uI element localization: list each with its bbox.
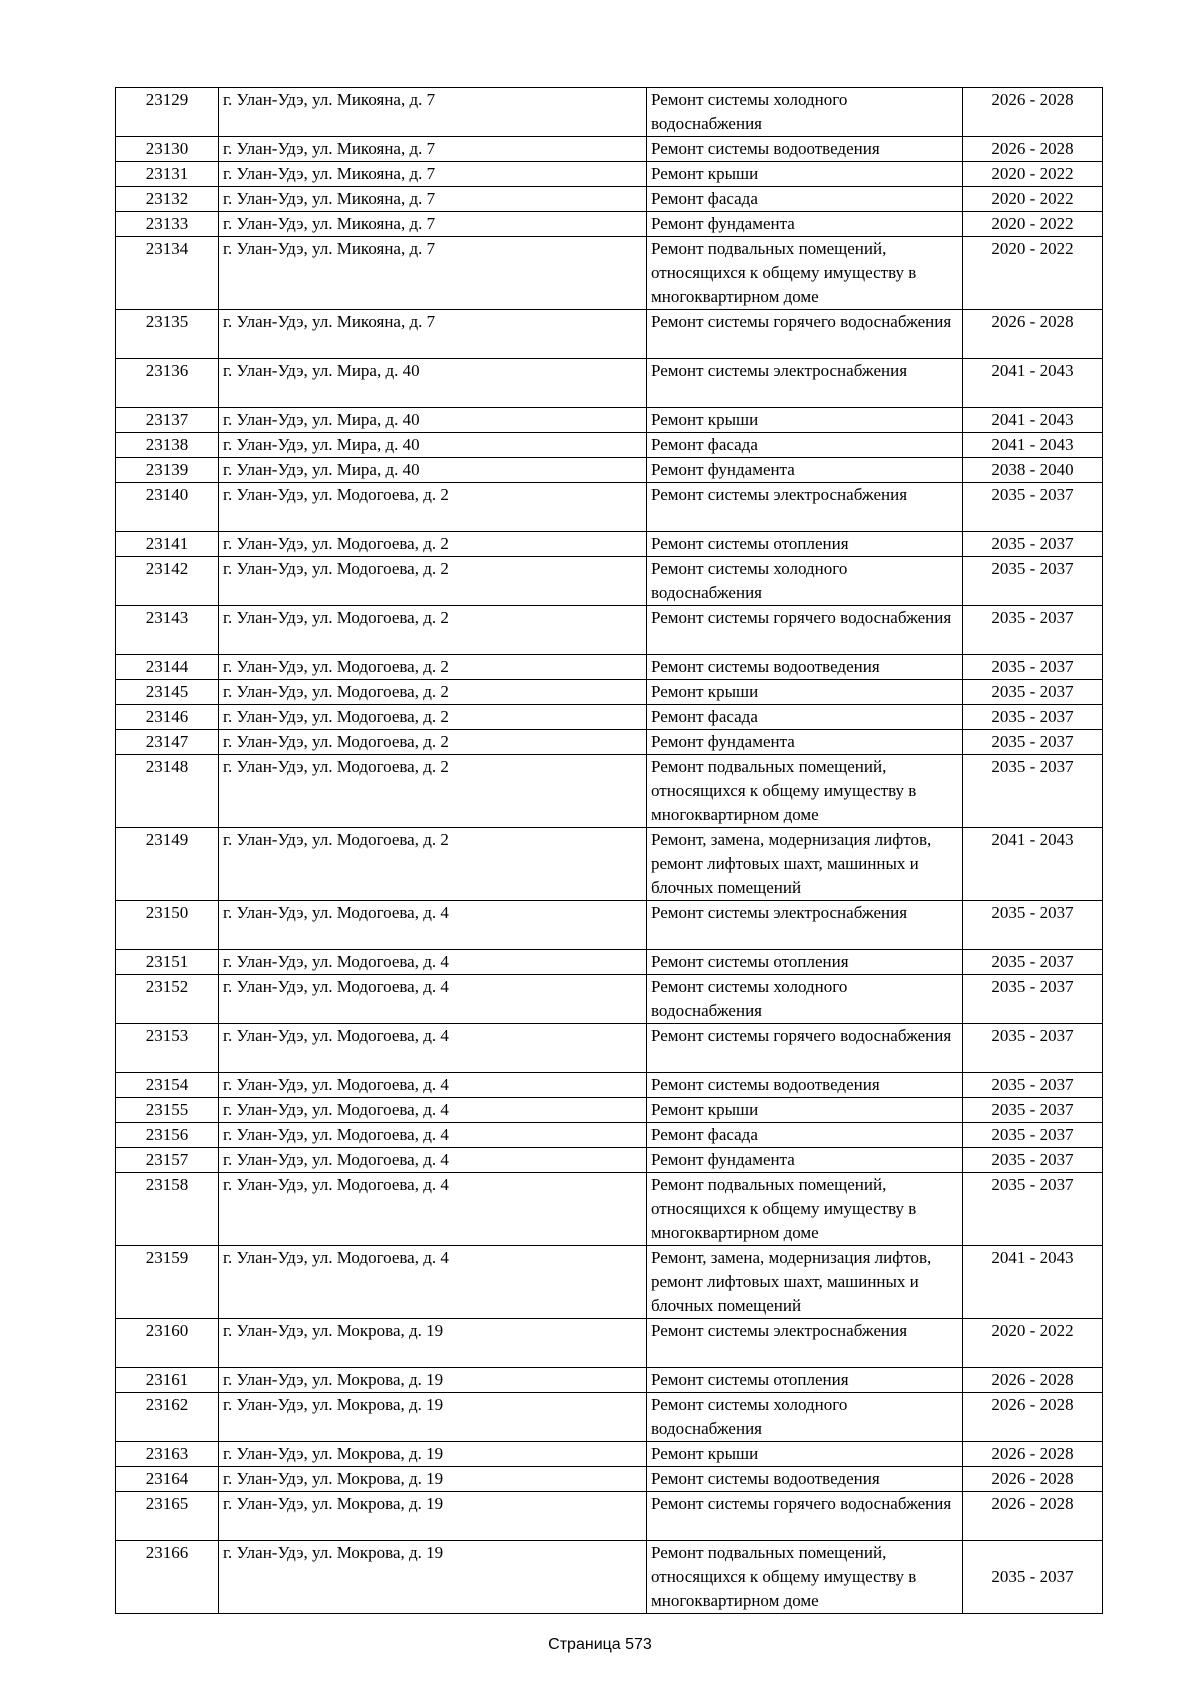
row-number-cell: 23161: [116, 1368, 219, 1393]
address-cell: г. Улан-Удэ, ул. Модогоева, д. 4: [219, 1073, 647, 1098]
period-cell: 2026 - 2028: [963, 88, 1103, 137]
period-cell: 2035 - 2037: [963, 680, 1103, 705]
address-cell: г. Улан-Удэ, ул. Модогоева, д. 4: [219, 975, 647, 1024]
period-cell: 2035 - 2037: [963, 655, 1103, 680]
period-cell: 2035 - 2037: [963, 557, 1103, 606]
period-cell: 2026 - 2028: [963, 137, 1103, 162]
address-cell: г. Улан-Удэ, ул. Микояна, д. 7: [219, 212, 647, 237]
period-cell: 2026 - 2028: [963, 310, 1103, 359]
period-cell: 2035 - 2037: [963, 1173, 1103, 1246]
table-row: [116, 1368, 1103, 1393]
address-cell: г. Улан-Удэ, ул. Мира, д. 40: [219, 433, 647, 458]
row-number-cell: 23160: [116, 1319, 219, 1368]
row-number-cell: 23163: [116, 1442, 219, 1467]
row-number-cell: 23147: [116, 730, 219, 755]
period-cell: 2041 - 2043: [963, 433, 1103, 458]
work-type-cell: Ремонт подвальных помещений, относящихся к общему имуществу в многоквартирном доме: [647, 1541, 963, 1614]
period-cell: 2035 - 2037: [963, 606, 1103, 655]
address-cell: г. Улан-Удэ, ул. Микояна, д. 7: [219, 162, 647, 187]
address-cell: г. Улан-Удэ, ул. Модогоева, д. 2: [219, 828, 647, 901]
row-number-cell: 23165: [116, 1492, 219, 1541]
work-type-cell: Ремонт крыши: [647, 408, 963, 433]
row-number-cell: 23146: [116, 705, 219, 730]
work-type-cell: Ремонт фундамента: [647, 730, 963, 755]
address-cell: г. Улан-Удэ, ул. Модогоева, д. 2: [219, 606, 647, 655]
period-cell: 2035 - 2037: [963, 1541, 1103, 1614]
table-row: [116, 237, 1103, 310]
row-number-cell: 23136: [116, 359, 219, 408]
table-row: [116, 212, 1103, 237]
work-type-cell: Ремонт системы водоотведения: [647, 137, 963, 162]
row-number-cell: 23143: [116, 606, 219, 655]
address-cell: г. Улан-Удэ, ул. Мокрова, д. 19: [219, 1393, 647, 1442]
table-row: [116, 1467, 1103, 1492]
work-type-cell: Ремонт системы электроснабжения: [647, 483, 963, 532]
address-cell: г. Улан-Удэ, ул. Модогоева, д. 2: [219, 730, 647, 755]
period-cell: 2035 - 2037: [963, 483, 1103, 532]
period-cell: 2041 - 2043: [963, 828, 1103, 901]
row-number-cell: 23166: [116, 1541, 219, 1614]
address-cell: г. Улан-Удэ, ул. Модогоева, д. 2: [219, 557, 647, 606]
table-row: [116, 1492, 1103, 1541]
repair-schedule-table: [115, 87, 1103, 1614]
table-row: [116, 359, 1103, 408]
period-cell: 2035 - 2037: [963, 1123, 1103, 1148]
period-cell: 2020 - 2022: [963, 1319, 1103, 1368]
address-cell: г. Улан-Удэ, ул. Модогоева, д. 2: [219, 532, 647, 557]
row-number-cell: 23130: [116, 137, 219, 162]
address-cell: г. Улан-Удэ, ул. Микояна, д. 7: [219, 237, 647, 310]
row-number-cell: 23164: [116, 1467, 219, 1492]
address-cell: г. Улан-Удэ, ул. Модогоева, д. 4: [219, 1098, 647, 1123]
address-cell: г. Улан-Удэ, ул. Модогоева, д. 4: [219, 1024, 647, 1073]
work-type-cell: Ремонт системы горячего водоснабжения: [647, 606, 963, 655]
work-type-cell: Ремонт фасада: [647, 187, 963, 212]
row-number-cell: 23141: [116, 532, 219, 557]
row-number-cell: 23133: [116, 212, 219, 237]
work-type-cell: Ремонт, замена, модернизация лифтов, ремонт лифтовых шахт, машинных и блочных помещений: [647, 828, 963, 901]
row-number-cell: 23156: [116, 1123, 219, 1148]
row-number-cell: 23137: [116, 408, 219, 433]
work-type-cell: Ремонт фасада: [647, 1123, 963, 1148]
period-cell: 2035 - 2037: [963, 950, 1103, 975]
work-type-cell: Ремонт системы электроснабжения: [647, 359, 963, 408]
address-cell: г. Улан-Удэ, ул. Модогоева, д. 4: [219, 1123, 647, 1148]
work-type-cell: Ремонт системы водоотведения: [647, 1073, 963, 1098]
period-cell: 2026 - 2028: [963, 1492, 1103, 1541]
row-number-cell: 23129: [116, 88, 219, 137]
table-row: [116, 1123, 1103, 1148]
row-number-cell: 23149: [116, 828, 219, 901]
table-row: [116, 680, 1103, 705]
work-type-cell: Ремонт фасада: [647, 433, 963, 458]
row-number-cell: 23132: [116, 187, 219, 212]
period-cell: 2020 - 2022: [963, 187, 1103, 212]
address-cell: г. Улан-Удэ, ул. Модогоева, д. 2: [219, 705, 647, 730]
address-cell: г. Улан-Удэ, ул. Микояна, д. 7: [219, 137, 647, 162]
period-cell: 2026 - 2028: [963, 1467, 1103, 1492]
work-type-cell: Ремонт системы электроснабжения: [647, 901, 963, 950]
address-cell: г. Улан-Удэ, ул. Мокрова, д. 19: [219, 1319, 647, 1368]
row-number-cell: 23138: [116, 433, 219, 458]
work-type-cell: Ремонт фундамента: [647, 212, 963, 237]
work-type-cell: Ремонт системы холодного водоснабжения: [647, 88, 963, 137]
period-cell: 2041 - 2043: [963, 1246, 1103, 1319]
row-number-cell: 23154: [116, 1073, 219, 1098]
period-cell: 2041 - 2043: [963, 359, 1103, 408]
table-row: [116, 606, 1103, 655]
table-row: [116, 1319, 1103, 1368]
table-row: [116, 1024, 1103, 1073]
work-type-cell: Ремонт крыши: [647, 162, 963, 187]
row-number-cell: 23142: [116, 557, 219, 606]
row-number-cell: 23159: [116, 1246, 219, 1319]
table-row: [116, 483, 1103, 532]
address-cell: г. Улан-Удэ, ул. Мокрова, д. 19: [219, 1492, 647, 1541]
table-row: [116, 557, 1103, 606]
table-row: [116, 1442, 1103, 1467]
address-cell: г. Улан-Удэ, ул. Модогоева, д. 2: [219, 680, 647, 705]
work-type-cell: Ремонт фундамента: [647, 1148, 963, 1173]
table-row: [116, 187, 1103, 212]
work-type-cell: Ремонт системы горячего водоснабжения: [647, 1024, 963, 1073]
address-cell: г. Улан-Удэ, ул. Микояна, д. 7: [219, 310, 647, 359]
address-cell: г. Улан-Удэ, ул. Мокрова, д. 19: [219, 1467, 647, 1492]
row-number-cell: 23152: [116, 975, 219, 1024]
address-cell: г. Улан-Удэ, ул. Микояна, д. 7: [219, 187, 647, 212]
table-row: [116, 1148, 1103, 1173]
address-cell: г. Улан-Удэ, ул. Мокрова, д. 19: [219, 1541, 647, 1614]
address-cell: г. Улан-Удэ, ул. Модогоева, д. 4: [219, 1173, 647, 1246]
row-number-cell: 23148: [116, 755, 219, 828]
row-number-cell: 23150: [116, 901, 219, 950]
row-number-cell: 23135: [116, 310, 219, 359]
row-number-cell: 23151: [116, 950, 219, 975]
table-row: [116, 532, 1103, 557]
period-cell: 2041 - 2043: [963, 408, 1103, 433]
work-type-cell: Ремонт подвальных помещений, относящихся к общему имуществу в многоквартирном доме: [647, 1173, 963, 1246]
table-row: [116, 137, 1103, 162]
row-number-cell: 23140: [116, 483, 219, 532]
period-cell: 2035 - 2037: [963, 975, 1103, 1024]
work-type-cell: Ремонт подвальных помещений, относящихся к общему имуществу в многоквартирном доме: [647, 755, 963, 828]
work-type-cell: Ремонт системы холодного водоснабжения: [647, 975, 963, 1024]
table-row: [116, 730, 1103, 755]
table-row: [116, 755, 1103, 828]
work-type-cell: Ремонт, замена, модернизация лифтов, ремонт лифтовых шахт, машинных и блочных помещений: [647, 1246, 963, 1319]
address-cell: г. Улан-Удэ, ул. Модогоева, д. 2: [219, 483, 647, 532]
table-row: [116, 1073, 1103, 1098]
row-number-cell: 23131: [116, 162, 219, 187]
table-row: [116, 1393, 1103, 1442]
address-cell: г. Улан-Удэ, ул. Модогоева, д. 4: [219, 901, 647, 950]
table-body: [116, 88, 1103, 1614]
table-row: [116, 1098, 1103, 1123]
table-row: [116, 1173, 1103, 1246]
table-row: [116, 433, 1103, 458]
period-cell: 2026 - 2028: [963, 1368, 1103, 1393]
table-row: [116, 950, 1103, 975]
row-number-cell: 23139: [116, 458, 219, 483]
period-cell: 2020 - 2022: [963, 162, 1103, 187]
address-cell: г. Улан-Удэ, ул. Мира, д. 40: [219, 408, 647, 433]
period-cell: 2026 - 2028: [963, 1442, 1103, 1467]
period-cell: 2038 - 2040: [963, 458, 1103, 483]
row-number-cell: 23162: [116, 1393, 219, 1442]
table-row: [116, 655, 1103, 680]
address-cell: г. Улан-Удэ, ул. Модогоева, д. 2: [219, 755, 647, 828]
work-type-cell: Ремонт крыши: [647, 680, 963, 705]
table-row: [116, 705, 1103, 730]
table-row: [116, 975, 1103, 1024]
period-cell: 2035 - 2037: [963, 1024, 1103, 1073]
address-cell: г. Улан-Удэ, ул. Модогоева, д. 2: [219, 655, 647, 680]
table-row: [116, 828, 1103, 901]
row-number-cell: 23155: [116, 1098, 219, 1123]
period-cell: 2020 - 2022: [963, 237, 1103, 310]
period-cell: 2035 - 2037: [963, 901, 1103, 950]
work-type-cell: Ремонт крыши: [647, 1442, 963, 1467]
row-number-cell: 23144: [116, 655, 219, 680]
work-type-cell: Ремонт системы горячего водоснабжения: [647, 1492, 963, 1541]
table-row: [116, 88, 1103, 137]
address-cell: г. Улан-Удэ, ул. Мокрова, д. 19: [219, 1368, 647, 1393]
work-type-cell: Ремонт системы водоотведения: [647, 1467, 963, 1492]
row-number-cell: 23157: [116, 1148, 219, 1173]
period-cell: 2035 - 2037: [963, 705, 1103, 730]
address-cell: г. Улан-Удэ, ул. Микояна, д. 7: [219, 88, 647, 137]
row-number-cell: 23158: [116, 1173, 219, 1246]
period-cell: 2020 - 2022: [963, 212, 1103, 237]
period-cell: 2035 - 2037: [963, 1073, 1103, 1098]
address-cell: г. Улан-Удэ, ул. Мира, д. 40: [219, 458, 647, 483]
address-cell: г. Улан-Удэ, ул. Мира, д. 40: [219, 359, 647, 408]
table-row: [116, 408, 1103, 433]
work-type-cell: Ремонт фасада: [647, 705, 963, 730]
address-cell: г. Улан-Удэ, ул. Модогоева, д. 4: [219, 1148, 647, 1173]
work-type-cell: Ремонт системы отопления: [647, 532, 963, 557]
period-cell: 2035 - 2037: [963, 730, 1103, 755]
table-row: [116, 310, 1103, 359]
address-cell: г. Улан-Удэ, ул. Модогоева, д. 4: [219, 950, 647, 975]
work-type-cell: Ремонт системы отопления: [647, 1368, 963, 1393]
table-row: [116, 901, 1103, 950]
table-row: [116, 1246, 1103, 1319]
row-number-cell: 23153: [116, 1024, 219, 1073]
period-cell: 2035 - 2037: [963, 755, 1103, 828]
period-cell: 2035 - 2037: [963, 532, 1103, 557]
work-type-cell: Ремонт подвальных помещений, относящихся к общему имуществу в многоквартирном доме: [647, 237, 963, 310]
table-row: [116, 458, 1103, 483]
work-type-cell: Ремонт системы холодного водоснабжения: [647, 557, 963, 606]
page-number: Страница 573: [548, 1636, 652, 1653]
work-type-cell: Ремонт системы холодного водоснабжения: [647, 1393, 963, 1442]
work-type-cell: Ремонт системы электроснабжения: [647, 1319, 963, 1368]
period-cell: 2035 - 2037: [963, 1098, 1103, 1123]
row-number-cell: 23134: [116, 237, 219, 310]
work-type-cell: Ремонт фундамента: [647, 458, 963, 483]
period-cell: 2035 - 2037: [963, 1148, 1103, 1173]
work-type-cell: Ремонт системы отопления: [647, 950, 963, 975]
row-number-cell: 23145: [116, 680, 219, 705]
work-type-cell: Ремонт системы горячего водоснабжения: [647, 310, 963, 359]
address-cell: г. Улан-Удэ, ул. Мокрова, д. 19: [219, 1442, 647, 1467]
table-row: [116, 162, 1103, 187]
work-type-cell: Ремонт системы водоотведения: [647, 655, 963, 680]
period-cell: 2026 - 2028: [963, 1393, 1103, 1442]
table-row: [116, 1541, 1103, 1614]
address-cell: г. Улан-Удэ, ул. Модогоева, д. 4: [219, 1246, 647, 1319]
work-type-cell: Ремонт крыши: [647, 1098, 963, 1123]
